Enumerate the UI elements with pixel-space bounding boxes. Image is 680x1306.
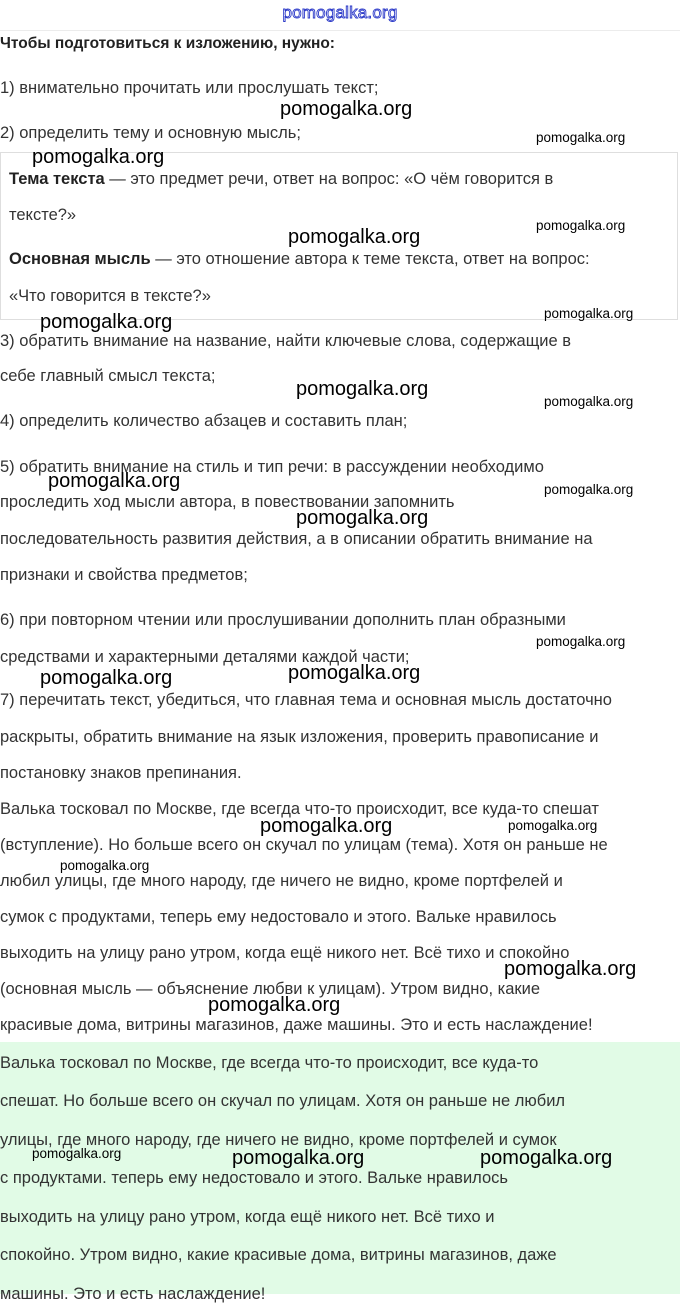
watermark: pomogalka.org <box>32 146 165 168</box>
summary-box <box>0 1042 680 1303</box>
analysis-line-6: (основная мысль — объяснение любви к улицам). Утром видно, какие <box>0 980 541 998</box>
summary-line-6: спокойно. Утром видно, какие красивые дома, витрины магазинов, даже <box>0 1246 557 1264</box>
watermark: pomogalka.org <box>208 994 341 1016</box>
topic-term: Тема текста <box>9 170 105 188</box>
summary-line-2: спешат. Но больше всего он скучал по улицам. Хотя он раньше не любил <box>0 1092 566 1110</box>
definition-box <box>0 152 678 320</box>
summary-line-5: выходить на улицу рано утром, когда ещё никого нет. Всё тихо и <box>0 1208 495 1226</box>
step-6-line-2: средствами и характерными деталями каждой части; <box>0 648 410 666</box>
watermark: pomogalka.org <box>536 130 626 145</box>
summary-line-1: Валька тосковал по Москве, где всегда что-то происходит, все куда-то <box>0 1054 539 1072</box>
step-6-line-1: 6) при повторном чтении или прослушивании дополнить план образными <box>0 611 566 629</box>
analysis-line-1: Валька тосковал по Москве, где всегда что-то происходит, все куда-то спешат <box>0 800 599 818</box>
watermark: pomogalka.org <box>536 634 626 649</box>
watermark: pomogalka.org <box>288 226 421 248</box>
watermark: pomogalka.org <box>544 306 634 321</box>
instructions-heading: Чтобы подготовиться к изложению, нужно: <box>0 35 335 52</box>
watermark: pomogalka.org <box>544 394 634 409</box>
watermark: pomogalka.org <box>296 378 429 400</box>
step-4: 4) определить количество абзацев и составить план; <box>0 412 408 430</box>
step-7-line-3: постановку знаков препинания. <box>0 764 242 782</box>
watermark: pomogalka.org <box>480 1147 613 1169</box>
step-5-line-2: проследить ход мысли автора, в повествовании запомнить <box>0 493 455 511</box>
watermark: pomogalka.org <box>260 815 393 837</box>
idea-definition-text: — это отношение автора к теме текста, ответ на вопрос: <box>150 250 590 268</box>
analysis-line-3: любил улицы, где много народу, где ничего не видно, кроме портфелей и <box>0 872 563 890</box>
watermark: pomogalka.org <box>536 218 626 233</box>
watermark: pomogalka.org <box>60 858 150 873</box>
step-1: 1) внимательно прочитать или прослушать текст; <box>0 79 379 97</box>
watermark: pomogalka.org <box>40 667 173 689</box>
step-5-line-4: признаки и свойства предметов; <box>0 566 248 584</box>
idea-definition-line-2: «Что говорится в тексте?» <box>9 287 211 305</box>
watermark: pomogalka.org <box>296 507 429 529</box>
step-7-line-2: раскрыты, обратить внимание на язык изложения, проверить правописание и <box>0 728 599 746</box>
step-3-line-1: 3) обратить внимание на название, найти ключевые слова, содержащие в <box>0 332 572 350</box>
watermark: pomogalka.org <box>232 1147 365 1169</box>
step-7-line-1: 7) перечитать текст, убедиться, что главная тема и основная мысль достаточно <box>0 691 612 709</box>
step-3-line-2: себе главный смысл текста; <box>0 367 216 385</box>
summary-line-3: улицы, где много народу, где ничего не видно, кроме портфелей и сумок <box>0 1131 557 1149</box>
idea-term: Основная мысль <box>9 250 151 268</box>
summary-line-7: машины. Это и есть наслаждение! <box>0 1285 266 1303</box>
site-title[interactable]: pomogalka.org <box>282 3 398 22</box>
analysis-line-4: сумок с продуктами, теперь ему недостовало и этого. Вальке нравилось <box>0 908 557 926</box>
watermark: pomogalka.org <box>544 482 634 497</box>
idea-definition-line-1 <box>9 247 590 271</box>
watermark: pomogalka.org <box>32 1146 122 1161</box>
step-5-line-1: 5) обратить внимание на стиль и тип речи: в рассуждении необходимо <box>0 458 544 476</box>
summary-line-4: с продуктами. теперь ему недостовало и этого. Вальке нравилось <box>0 1169 508 1187</box>
topic-definition-text: — это предмет речи, ответ на вопрос: «О чём говорится в <box>104 170 554 188</box>
watermark: pomogalka.org <box>280 98 413 120</box>
step-2: 2) определить тему и основную мысль; <box>0 124 301 142</box>
topic-definition-line-1 <box>9 167 553 191</box>
top-divider <box>0 30 680 31</box>
watermark: pomogalka.org <box>48 470 181 492</box>
analysis-line-5: выходить на улицу рано утром, когда ещё никого нет. Всё тихо и спокойно <box>0 944 570 962</box>
analysis-line-2: (вступление). Но больше всего он скучал по улицам (тема). Хотя он раньше не <box>0 836 608 854</box>
analysis-line-7: красивые дома, витрины магазинов, даже машины. Это и есть наслаждение! <box>0 1016 593 1034</box>
watermark: pomogalka.org <box>504 958 637 980</box>
watermark: pomogalka.org <box>508 818 598 833</box>
watermark: pomogalka.org <box>288 662 421 684</box>
step-5-line-3: последовательность развития действия, а в описании обратить внимание на <box>0 530 593 548</box>
topic-definition-line-2: тексте?» <box>9 206 77 224</box>
watermark: pomogalka.org <box>40 311 173 333</box>
